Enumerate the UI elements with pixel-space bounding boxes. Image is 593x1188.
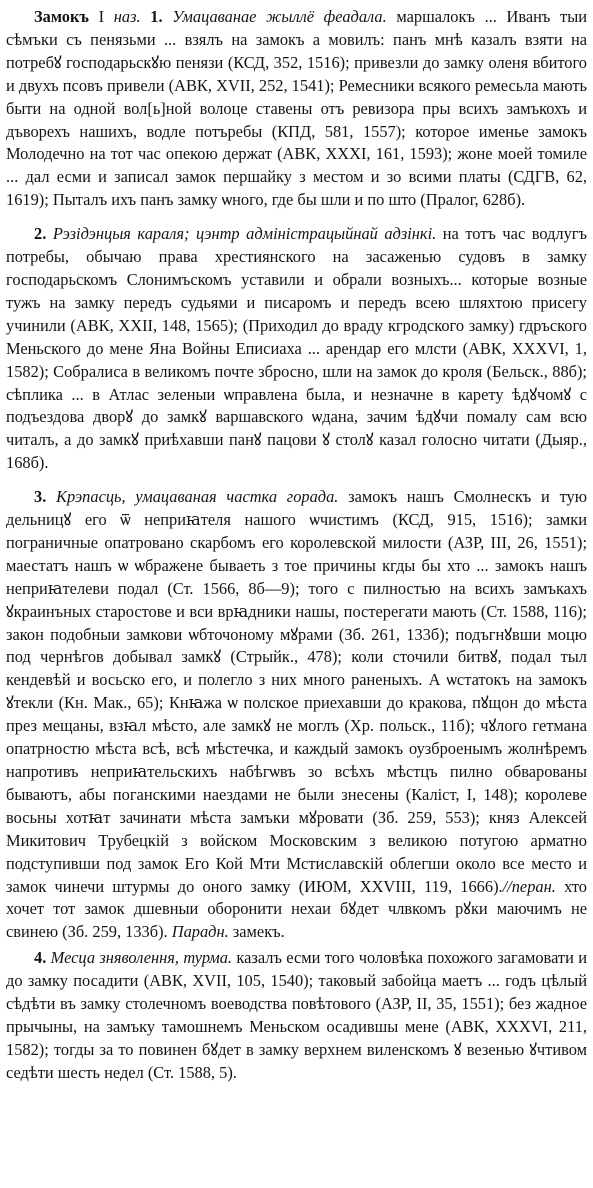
entry-text: хто хочет тот замок дшевныи оборонити нехаи бꙋдет члвкомъ рꙋки маючимъ не свинею (Зб. 259, 133б). xyxy=(6,876,587,942)
entry-text: маршалокъ ... Иванъ тыи сѣмъки съ пенязьми ... взялъ на замокъ а мовилъ: панъ мнѣ казалъ взяти на потребꙋ господарьскꙋю пенязи (КСД, 352, 1516); привезли до замку оленя вбитого и двухъ псовъ привели (АВК, XVII, 252, 1541); Ремесники всякого ремесьла мають быти на одной вол[ь]ной волоце ставены отъ ревизора пры всихъ замъкохъ и дъворехъ нашихъ, водле потъребы (КПД, 581, 1557); которое именье замокъ Молодечно на тот час опекою держат (АВК, XXXI, 161, 1593); жоне моей томиле ... дал есми и записал замок першайку з местом и зо всими платы (СДГВ, 62, 1619); Пыталъ ихъ панъ замку ѡного, где бы шли и по што (Пралог, 628б). xyxy=(6,7,587,210)
bold-text: 1. xyxy=(150,7,163,26)
entry-text: замекъ. xyxy=(228,922,285,942)
entry-sense-3 xyxy=(6,486,587,944)
bold-text: Замокъ xyxy=(34,7,89,26)
entry-text: на тотъ час водлугъ потребы, обычаю права хрестиянского на засаженью судовъ в замку господарьскомъ Слонимъскомъ уставили и обрали возныхъ... которые возные тужъ на замку передъ судьями и писаромъ и передъ всею шляхтою присегу учинили (АВК, XXII, 148, 1565); (Приходил до враду кгродского замку) гдръского Меньского до мене Яна Войны Еписиаха ... арендар его млсти (АВК, XXXVI, 1, 1582); Собралиса в великомъ почте збросно, шли на замок до кроля (Бельск., 88б); сѣплика ... в Атлас зеленыи ѡправлена была, и незначне в карету ѣдꙋчомꙋ с подъездова дворꙋ до замкꙋ варшавского ѡдана, зачим ѣдꙋчи помалу сам всю читалъ, а до замкꙋ приѣхавши панꙋ пацови ꙋ столꙋ казал голосно читати (Дыяр., 168б). xyxy=(6,224,588,473)
entry-sense-1 xyxy=(6,6,587,212)
entry-text: I xyxy=(89,7,114,26)
italic-gloss: Рэзідэнцыя караля; цэнтр адміністрацыйнай адзінкі. xyxy=(52,224,437,244)
italic-gloss: //перан. xyxy=(502,876,556,896)
entry-text xyxy=(141,7,151,26)
entry-text: замокъ нашъ Смолнескъ и тую дельницꙋ его ѿ неприꙗтеля нашого ѡчистимъ (КСД, 915, 1516); замки пограничные опатровано скарбомъ его королевской милости (АЗР, III, 26, 1551); маестатъ нашъ ѡ ѡбражене бываеть з тое причины кгды бы хто ... замокъ нашъ неприꙗтелеви подал (Ст. 1566, 8б—9); того с пилностью на всихъ замъкахъ ꙋкраинъных старостове и вси врꙗдники нашы, постерегати мають (Ст. 1588, 116); закон подобныи замкови ѡбточоному мꙋрами (Зб. 261, 133б); подъгнꙋвши моцю под чернѣгов добывал замкꙋ (Стрыйк., 478); коли сточили битвꙋ, подал тыл кендевѣй и восьско его, и полегло з них много раненыхъ. А ѡстатокъ на замокъ ꙋтекли (Кн. Мак., 65); Кнꙗжа ѡ полское приехавши до кракова, пꙋщон до мѣста през мещаны, взꙗл мѣсто, але замкꙋ не моглъ (Хр. польск., 11б); чꙋлого гетмана опатрностю мѣста всѣ, всѣ мѣстечка, и каждый замокъ оузброенымъ жолнѣремъ напротивъ неприꙗтельскихъ набѣгѡвъ зо всѣхъ мѣстцъ пилно обварованы бываютъ, абы поганскими наездами не были знесены (Каліст, I, 148); королеве восьны хотꙗт зачинати мѣста замъки мꙋровати (Зб. 259, 553); княз Алексей Микитович Трубецкій з войском Московским з великою потугою арматно подступивши под замок Его Кой Мти Мстиславскій облегши около все место и замок чинечи штурмы до оного замку (ИЮМ, XXVIII, 119, 1666). xyxy=(6,487,587,896)
entry-text xyxy=(46,487,56,506)
entry-text xyxy=(163,7,173,26)
entry-text: казалъ есми того чоловѣка похожого загамовати и до замку посадити (АВК, XVII, 105, 1540); таковый забойца маетъ ... годъ цѣлый сѣдѣти въ замку столечномъ воеводства повѣтового (АЗР, II, 35, 1551); без жадное прычыны, на замъку тамошнемъ Меньском осадившы мене (АВК, XXXVI, 211, 1582); тогды за то повинен бꙋдет в замку верхнем виленскомъ ꙋ везенью ꙋчтивом седѣти шесть недел (Ст. 1588, 5). xyxy=(6,948,587,1082)
italic-gloss: наз. xyxy=(113,7,141,26)
entry-sense-2 xyxy=(6,223,587,475)
bold-text: 4. xyxy=(34,948,47,968)
bold-text: 3. xyxy=(34,487,47,507)
italic-gloss: Умацаванае жыллё феадала. xyxy=(172,7,387,26)
italic-gloss: Месца зняволення, турма. xyxy=(50,948,233,968)
italic-gloss: Парадн. xyxy=(171,922,229,942)
italic-gloss: Крэпасць, умацаваная частка горада. xyxy=(56,487,339,507)
entry-sense-4 xyxy=(6,947,587,1084)
bold-text: 2. xyxy=(34,224,47,244)
